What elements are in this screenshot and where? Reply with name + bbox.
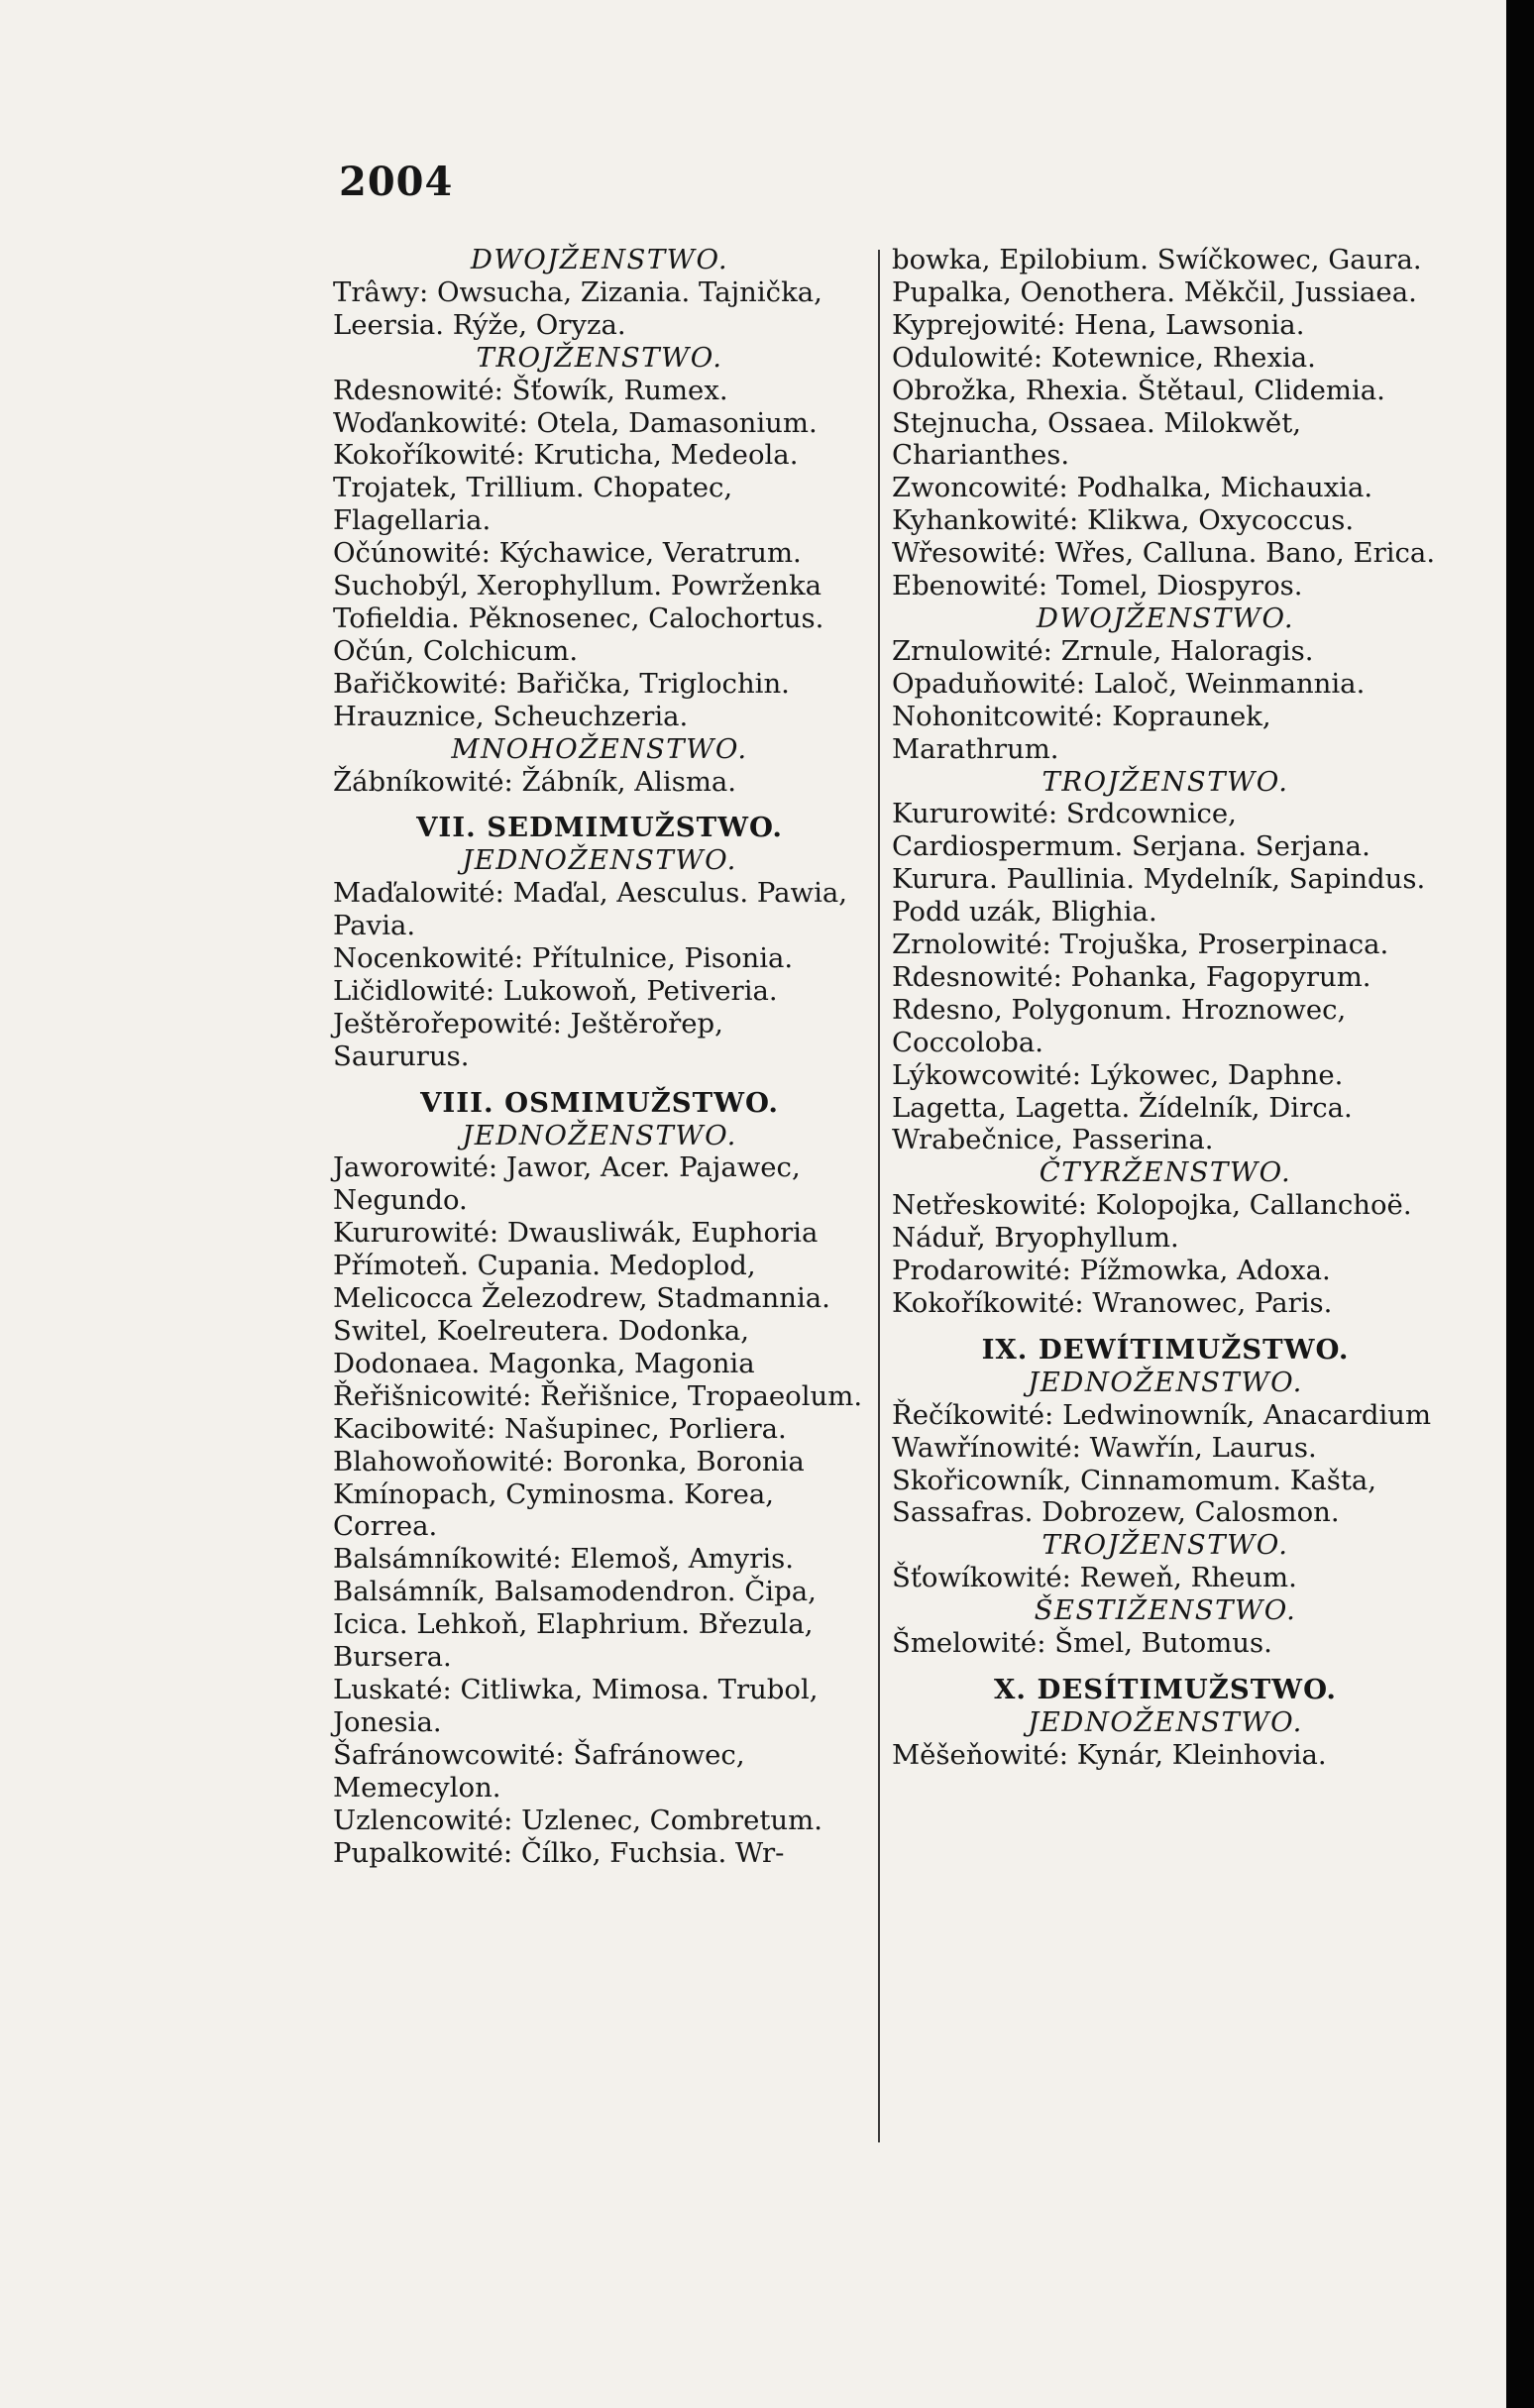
family-entry: Ebenowité: Tomel, Diospyros. <box>892 570 1303 602</box>
family-entry: Zrnolowité: Trojuška, Proserpinaca. <box>892 929 1389 961</box>
class-heading: VIII. OSMIMUŽSTWO. <box>420 1086 779 1119</box>
section-heading: JEDNOŽENSTWO. <box>462 1119 737 1151</box>
family-entry: Kururowité: Dwausliwák, Euphoria Přímoteň. Cupania. Medoplod, Melicocca Železodrew, Stadmannia. Switel, Koelreutera. Dodonka, Dodonaea. Magonka, Magonia <box>333 1217 830 1379</box>
family-entry: Kyprejowité: Hena, Lawsonia. <box>892 308 1305 341</box>
family-entry: Pupalkowité: Čílko, Fuchsia. Wr- <box>333 1836 785 1869</box>
family-entry: Wřesowité: Wřes, Calluna. Bano, Erica. <box>892 537 1436 570</box>
family-entry: Nohonitcowité: Kopraunek, Marathrum. <box>892 700 1271 765</box>
family-entry: Prodarowité: Pížmowka, Adoxa. <box>892 1255 1331 1287</box>
section-heading: DWOJŽENSTWO. <box>470 244 729 275</box>
section-heading: TROJŽENSTWO. <box>1041 765 1289 798</box>
family-entry: Jaworowité: Jawor, Acer. Pajawec, Negundo. <box>333 1151 801 1217</box>
section-heading: JEDNOŽENSTWO. <box>1028 1705 1303 1738</box>
family-entry: Opaduňowité: Laloč, Weinmannia. <box>892 667 1366 700</box>
family-entry: Ještěrořepowité: Ještěrořep, Saururus. <box>333 1007 723 1072</box>
family-entry: Kokoříkowité: Kruticha, Medeola. Trojatek, Trillium. Chopatec, Flagellaria. <box>333 439 799 537</box>
family-entry: Woďankowité: Otela, Damasonium. <box>333 406 818 439</box>
family-entry: Odulowité: Kotewnice, Rhexia. Obrožka, Rhexia. Štětaul, Clidemia. Stejnucha, Ossaea. Milokwět, Charianthes. <box>892 341 1385 472</box>
family-entry: Šafránowcowité: Šafránowec, Memecylon. <box>333 1738 745 1804</box>
family-entry: Řečíkowité: Ledwinowník, Anacardium <box>892 1398 1432 1431</box>
family-entry: Nocenkowité: Přítulnice, Pisonia. <box>333 942 794 975</box>
family-entry: Uzlencowité: Uzlenec, Combretum. <box>333 1804 822 1836</box>
right-column <box>892 244 1439 1772</box>
section-heading: ČTYRŽENSTWO. <box>1039 1156 1292 1189</box>
family-entry: Kyhankowité: Klikwa, Oxycoccus. <box>892 504 1355 537</box>
family-entry: Maďalowité: Maďal, Aesculus. Pawia, Pavia. <box>333 877 847 942</box>
family-entry: Balsámníkowité: Elemoš, Amyris. Balsámník, Balsamodendron. Čipa, Icica. Lehkoň, Elaphrium. Březula, Bursera. <box>333 1543 817 1674</box>
family-entry: Žábníkowité: Žábník, Alisma. <box>333 765 737 798</box>
section-heading: TROJŽENSTWO. <box>476 341 723 374</box>
family-entry: Zwoncowité: Podhalka, Michauxia. <box>892 472 1373 504</box>
family-entry: Kacibowité: Našupinec, Porliera. <box>333 1412 787 1445</box>
family-entry: Wawřínowité: Wawřín, Laurus. Skořicowník, Cinnamomum. Kašta, Sassafras. Dobrozew, Calosmon. <box>892 1431 1377 1529</box>
family-entry: Očúnowité: Kýchawice, Veratrum. Suchobýl, Xerophyllum. Powrženka Tofieldia. Pěknosenec, Calochortus. Očún, Colchicum. <box>333 537 824 667</box>
family-entry: Bařičkowité: Bařička, Triglochin. Hrauznice, Scheuchzeria. <box>333 667 790 732</box>
family-entry: Netřeskowité: Kolopojka, Callanchoë. Náduř, Bryophyllum. <box>892 1189 1412 1255</box>
section-heading: JEDNOŽENSTWO. <box>1028 1366 1303 1398</box>
family-entry: Šťowíkowité: Reweň, Rheum. <box>892 1562 1297 1594</box>
family-entry: Trâwy: Owsucha, Zizania. Tajnička, Leersia. Rýže, Oryza. <box>333 275 822 341</box>
family-entry: Rdesnowité: Pohanka, Fagopyrum. Rdesno, Polygonum. Hroznowec, Coccoloba. <box>892 960 1371 1058</box>
family-entry: Ličidlowité: Lukowoň, Petiveria. <box>333 974 778 1007</box>
section-heading: JEDNOŽENSTWO. <box>462 844 737 877</box>
family-entry: Lýkowcowité: Lýkowec, Daphne. Lagetta, Lagetta. Žídelník, Dirca. Wrabečnice, Passerina. <box>892 1058 1353 1156</box>
class-heading: IX. DEWÍTIMUŽSTWO. <box>981 1333 1350 1366</box>
family-entry: Kururowité: Srdcownice, Cardiospermum. Serjana. Serjana. Kurura. Paullinia. Mydelník, Sapindus. Podd uzák, Blighia. <box>892 798 1426 929</box>
family-entry: Luskaté: Citliwka, Mimosa. Trubol, Jonesia. <box>333 1673 819 1738</box>
section-heading: TROJŽENSTWO. <box>1041 1529 1289 1562</box>
family-entry: Blahowoňowité: Boronka, Boronia Kmínopach, Cyminosma. Korea, Correa. <box>333 1445 805 1543</box>
family-entry: Zrnulowité: Zrnule, Haloragis. <box>892 634 1314 667</box>
family-entry: Měšeňowité: Kynár, Kleinhovia. <box>892 1738 1327 1771</box>
column-divider <box>878 250 880 2142</box>
scan-edge <box>1506 0 1534 2408</box>
family-entry: bowka, Epilobium. Swíčkowec, Gaura. Pupalka, Oenothera. Měkčil, Jussiaea. <box>892 244 1422 308</box>
family-entry: Řeřišnicowité: Řeřišnice, Tropaeolum. <box>333 1379 863 1412</box>
family-entry: Šmelowité: Šmel, Butomus. <box>892 1627 1272 1660</box>
class-heading: X. DESÍTIMUŽSTWO. <box>994 1673 1337 1705</box>
family-entry: Rdesnowité: Šťowík, Rumex. <box>333 374 728 406</box>
page-number: 2004 <box>339 159 454 205</box>
section-heading: ŠESTIŽENSTWO. <box>1034 1594 1297 1627</box>
left-column <box>333 244 866 1869</box>
section-heading: DWOJŽENSTWO. <box>1036 602 1295 634</box>
class-heading: VII. SEDMIMUŽSTWO. <box>416 812 783 844</box>
family-entry: Kokoříkowité: Wranowec, Paris. <box>892 1287 1333 1319</box>
section-heading: MNOHOŽENSTWO. <box>451 732 748 765</box>
